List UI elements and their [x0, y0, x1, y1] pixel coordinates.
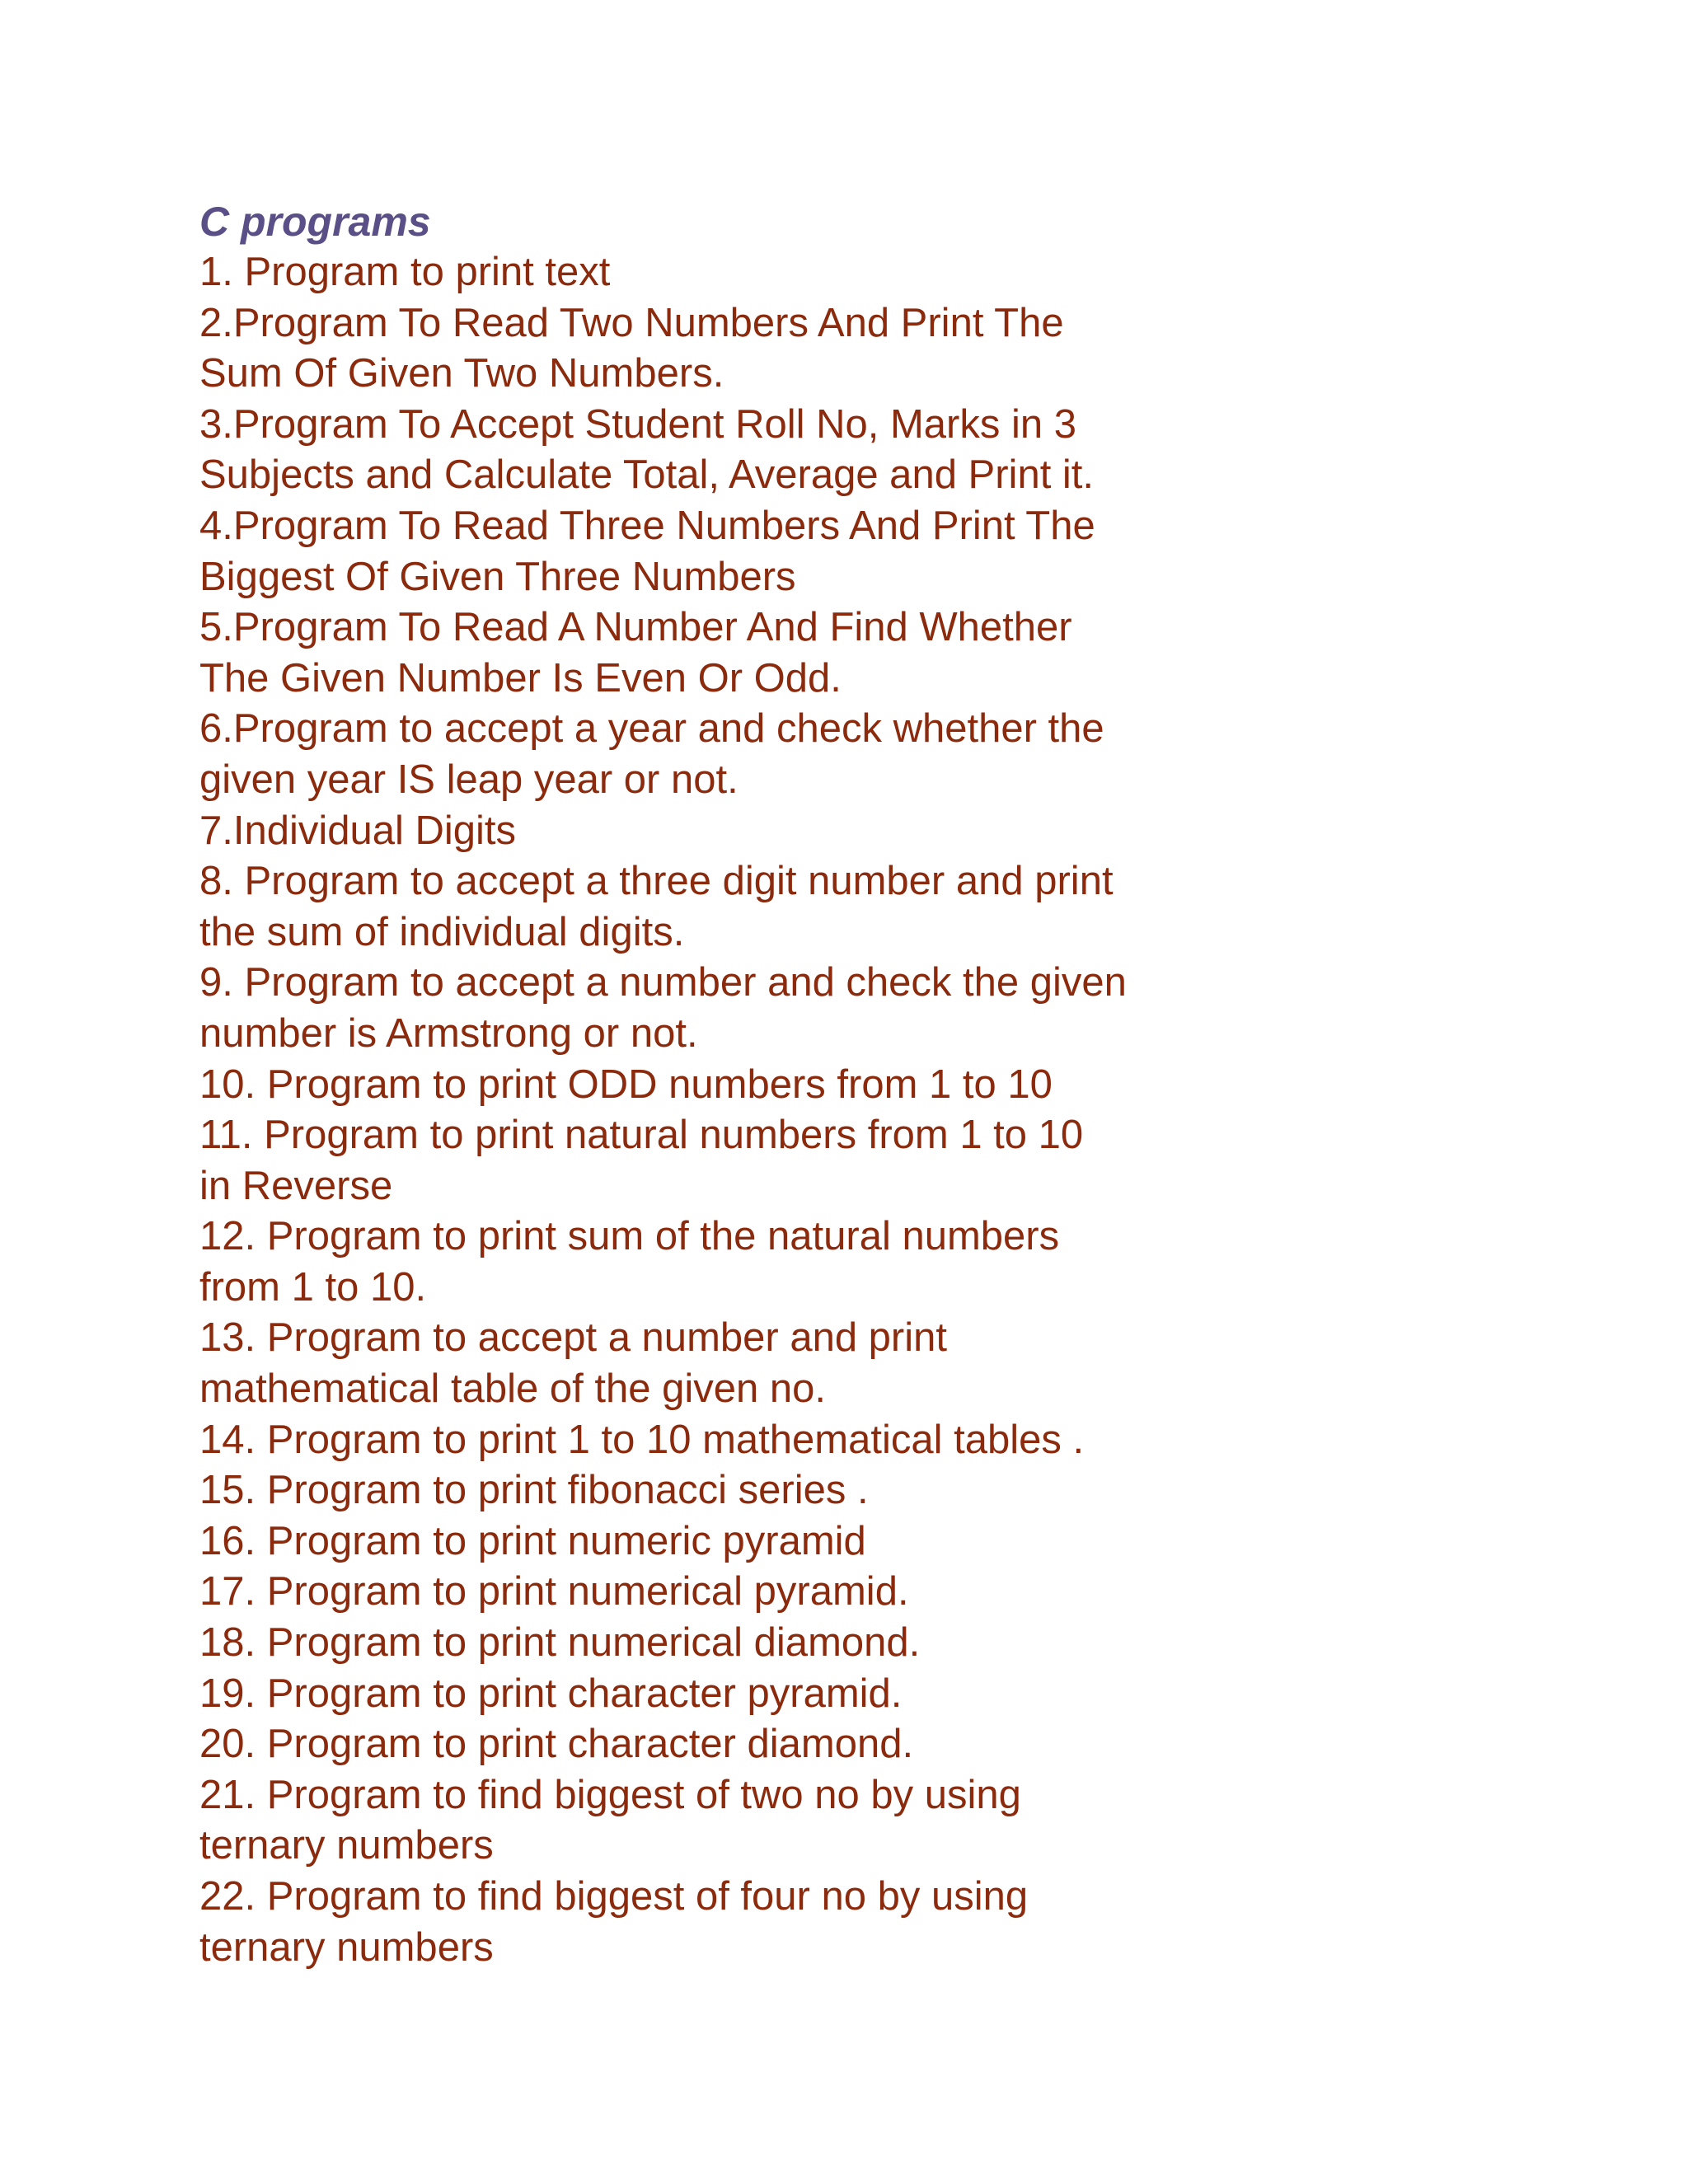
program-list-line: 16. Program to print numeric pyramid [199, 1518, 866, 1563]
program-list-line: 21. Program to find biggest of two no by using [199, 1772, 1021, 1817]
program-list-line: the sum of individual digits. [199, 909, 685, 954]
program-list-line: 3.Program To Accept Student Roll No, Marks in 3 [199, 401, 1076, 447]
document-title: C programs [199, 199, 431, 245]
program-list-line: 14. Program to print 1 to 10 mathematical tables . [199, 1417, 1085, 1462]
program-list-line: 19. Program to print character pyramid. [199, 1671, 903, 1716]
program-list-line: 2.Program To Read Two Numbers And Print The [199, 300, 1064, 345]
program-list-line: 12. Program to print sum of the natural numbers [199, 1214, 1060, 1259]
program-list-line: mathematical table of the given no. [199, 1366, 826, 1412]
program-list-line: 11. Program to print natural numbers from 1 to 10 [199, 1113, 1084, 1158]
program-list-line: given year IS leap year or not. [199, 757, 738, 802]
program-list-line: from 1 to 10. [199, 1264, 427, 1310]
program-list-line: 20. Program to print character diamond. [199, 1722, 914, 1767]
program-list-line: in Reverse [199, 1163, 393, 1208]
program-list-line: ternary numbers [199, 1924, 494, 1970]
program-list-line: Subjects and Calculate Total, Average and Print it. [199, 452, 1095, 498]
program-list-line: 10. Program to print ODD numbers from 1 to 10 [199, 1062, 1053, 1107]
program-list-line: Biggest Of Given Three Numbers [199, 554, 796, 599]
program-list-line: 1. Program to print text [199, 250, 611, 294]
program-list-line: 5.Program To Read A Number And Find Whether [199, 605, 1072, 650]
program-list-line: 8. Program to accept a three digit number and print [199, 859, 1114, 904]
program-list-line: 22. Program to find biggest of four no by using [199, 1874, 1029, 1919]
program-list-line: 15. Program to print fibonacci series . [199, 1468, 869, 1513]
program-list-line: 6.Program to accept a year and check whether the [199, 706, 1104, 752]
program-list-line: 17. Program to print numerical pyramid. [199, 1569, 909, 1615]
program-list-line: number is Armstrong or not. [199, 1010, 698, 1056]
program-list-line: 7.Individual Digits [199, 808, 517, 853]
program-list [199, 247, 1485, 1973]
program-list-line: 13. Program to accept a number and print [199, 1315, 948, 1361]
program-list-line: 9. Program to accept a number and check the given [199, 960, 1127, 1005]
program-list-line: Sum Of Given Two Numbers. [199, 351, 724, 396]
program-list-line: 18. Program to print numerical diamond. [199, 1620, 921, 1666]
document-content [199, 196, 1485, 1973]
program-list-line: ternary numbers [199, 1823, 494, 1868]
program-list-line: The Given Number Is Even Or Odd. [199, 655, 842, 701]
program-list-line: 4.Program To Read Three Numbers And Print The [199, 503, 1095, 548]
